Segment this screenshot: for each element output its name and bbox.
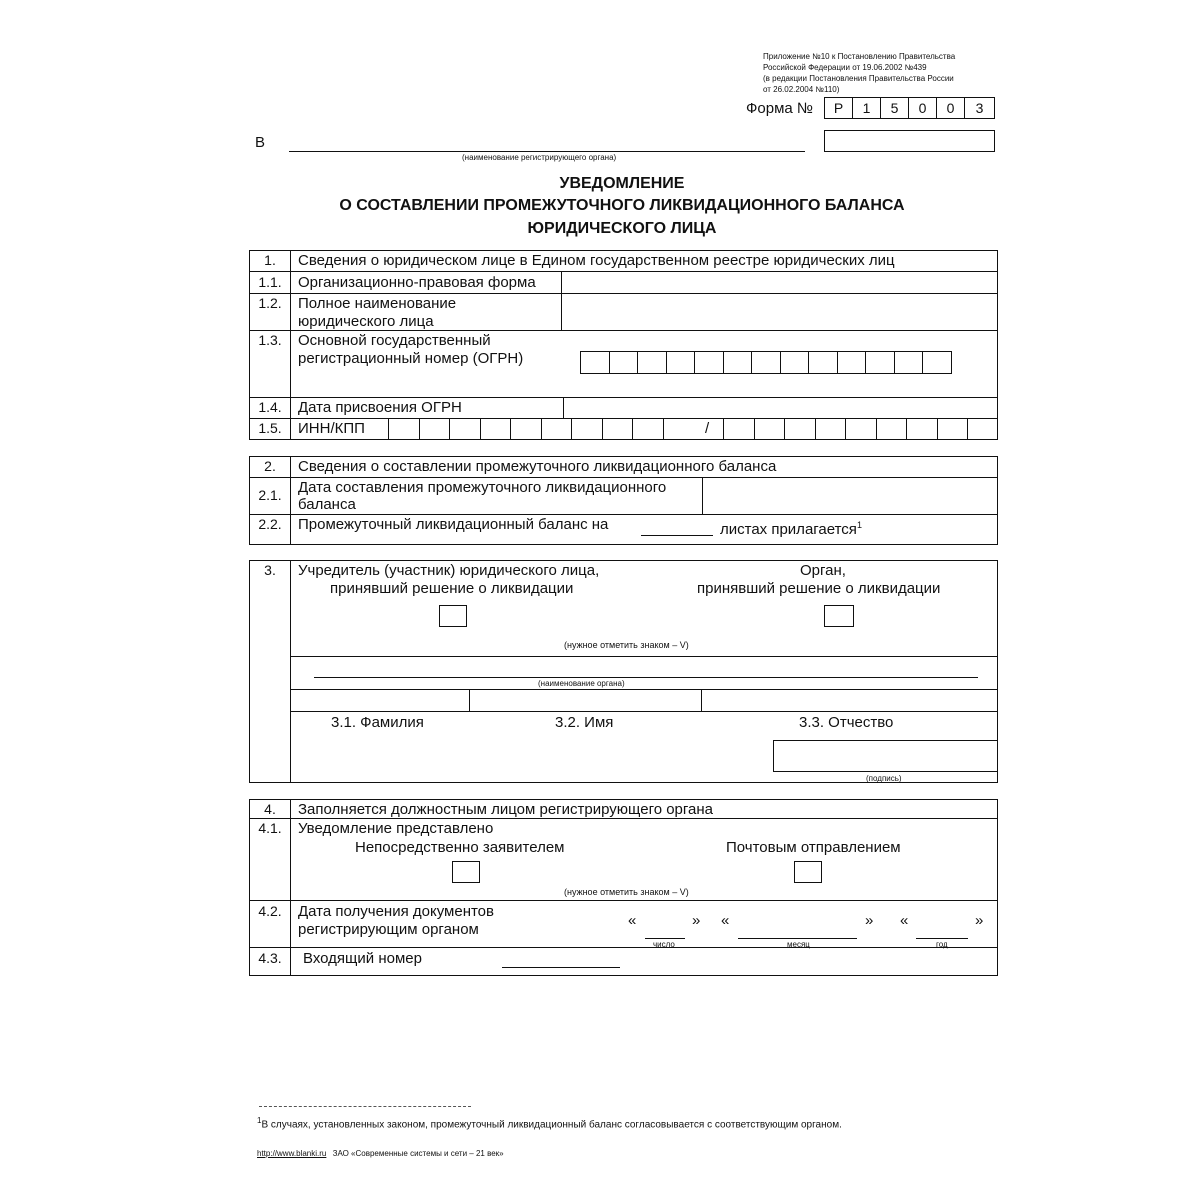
year-caption: год — [936, 940, 948, 949]
document-title-line3: ЮРИДИЧЕСКОГО ЛИЦА — [527, 220, 717, 237]
inn-kpp-cell-divider — [602, 418, 603, 439]
ogrn-digit-cell[interactable] — [723, 351, 753, 374]
section-4-heading: Заполняется должностным лицом регистрирующего органа — [298, 801, 714, 818]
section-1-heading: Сведения о юридическом лице в Едином государственном реестре юридических лиц — [298, 252, 895, 269]
row-1-3-label-a: Основной государственный — [298, 332, 491, 349]
row-divider — [249, 514, 998, 515]
row-1-4-label: Дата присвоения ОГРН — [298, 399, 462, 416]
day-quote-open: « — [628, 912, 637, 929]
form-code-cell: 1 — [852, 97, 881, 119]
balance-date-input[interactable] — [703, 478, 997, 514]
ogrn-digit-cell[interactable] — [865, 351, 895, 374]
footnote-ref: 1 — [856, 520, 862, 530]
option-post-label: Почтовым отправлением — [726, 839, 901, 856]
row-divider — [249, 947, 998, 948]
ogrn-date-input[interactable] — [564, 398, 997, 418]
row-2-2-label-a: Промежуточный ликвидационный баланс на — [298, 516, 609, 533]
inn-kpp-cell-divider — [571, 418, 572, 439]
sheets-count-input[interactable] — [641, 535, 713, 536]
signature-box[interactable] — [773, 740, 998, 772]
footnote-separator — [259, 1106, 471, 1107]
founder-checkbox[interactable] — [439, 605, 467, 627]
form-code-cell: Р — [824, 97, 853, 119]
num-column-divider — [290, 456, 291, 545]
row-4-1-label: Уведомление представлено — [298, 820, 494, 837]
inn-kpp-cell-divider — [754, 418, 755, 439]
ogrn-digit-cell[interactable] — [580, 351, 610, 374]
inn-kpp-cell-divider — [632, 418, 633, 439]
appendix-line: (в редакции Постановления Правительства России — [763, 74, 954, 83]
ogrn-digit-cell[interactable] — [780, 351, 810, 374]
inn-kpp-cell-divider — [937, 418, 938, 439]
section-2-number: 2. — [264, 458, 276, 474]
row-1-3-number: 1.3. — [258, 332, 282, 348]
legal-form-input[interactable] — [562, 272, 997, 293]
row-1-1-label: Организационно-правовая форма — [298, 274, 536, 291]
inn-kpp-cell-divider — [784, 418, 785, 439]
inn-kpp-cell-divider — [906, 418, 907, 439]
option-direct-label: Непосредственно заявителем — [355, 839, 565, 856]
ogrn-digit-cell[interactable] — [837, 351, 867, 374]
inn-kpp-cell-divider — [388, 418, 389, 439]
inn-kpp-cell-divider — [663, 418, 664, 439]
month-quote-open: « — [721, 912, 730, 929]
direct-checkbox[interactable] — [452, 861, 480, 883]
appendix-note — [763, 51, 955, 95]
row-4-2-label-b: регистрирующим органом — [298, 921, 479, 938]
num-column-divider — [290, 560, 291, 783]
footnote-text: В случаях, установленных законом, промежуточный ликвидационный баланс согласовывается с соответствующим органом. — [261, 1119, 842, 1131]
footnote — [257, 1114, 842, 1132]
num-column-divider — [290, 799, 291, 976]
footer-credits — [257, 1149, 504, 1159]
organ-name-input-line[interactable] — [314, 677, 978, 678]
founder-label-a: Учредитель (участник) юридического лица, — [298, 562, 600, 579]
year-quote-open: « — [900, 912, 909, 929]
row-4-1-number: 4.1. — [258, 820, 282, 836]
row-1-2-label-a: Полное наименование — [298, 295, 457, 312]
full-name-input[interactable] — [562, 294, 997, 330]
organ-checkbox[interactable] — [824, 605, 854, 627]
signature-caption: (подпись) — [866, 774, 902, 783]
inn-kpp-cell-divider — [510, 418, 511, 439]
inn-kpp-cell-divider — [541, 418, 542, 439]
appendix-line: Российской Федерации от 19.06.2002 №439 — [763, 63, 927, 72]
name-label: 3.2. Имя — [555, 714, 614, 731]
form-code-cell: 5 — [880, 97, 909, 119]
row-1-2-number: 1.2. — [258, 295, 282, 311]
ogrn-digit-cell[interactable] — [609, 351, 639, 374]
inn-kpp-slash: / — [705, 420, 710, 437]
month-caption: месяц — [787, 940, 810, 949]
name-input[interactable] — [470, 690, 701, 711]
row-4-3-label: Входящий номер — [303, 950, 422, 967]
num-column-divider — [290, 250, 291, 440]
section-2-heading: Сведения о составлении промежуточного ликвидационного баланса — [298, 458, 777, 475]
organ-label-b: принявший решение о ликвидации — [697, 580, 941, 597]
day-input-line[interactable] — [645, 938, 685, 939]
appendix-line: от 26.02.2004 №110) — [763, 85, 840, 94]
inn-kpp-cell-divider — [876, 418, 877, 439]
document-title-line2: О СОСТАВЛЕНИИ ПРОМЕЖУТОЧНОГО ЛИКВИДАЦИОННОГО БАЛАНСА — [339, 197, 905, 214]
row-4-2-label-a: Дата получения документов — [298, 903, 494, 920]
ogrn-digit-cell[interactable] — [894, 351, 924, 374]
inn-kpp-cell-divider — [967, 418, 968, 439]
row-4-2-number: 4.2. — [258, 903, 282, 919]
incoming-number-input[interactable] — [502, 967, 620, 968]
row-2-2-number: 2.2. — [258, 516, 282, 532]
form-code-cell: 3 — [964, 97, 995, 119]
row-divider — [249, 900, 998, 901]
section-4-number: 4. — [264, 801, 276, 817]
row-4-3-number: 4.3. — [258, 950, 282, 966]
month-quote-close: » — [865, 912, 874, 929]
organ-name-caption: (наименование органа) — [538, 679, 625, 688]
form-code-cell: 0 — [908, 97, 937, 119]
row-1-3-label-b: регистрационный номер (ОГРН) — [298, 350, 524, 367]
inn-kpp-cell-divider — [845, 418, 846, 439]
authority-code-box[interactable] — [824, 130, 995, 152]
authority-input-line[interactable] — [289, 151, 805, 152]
inn-kpp-cell-divider — [480, 418, 481, 439]
row-1-5-number: 1.5. — [258, 420, 282, 436]
row-2-2-label-b — [720, 516, 862, 539]
row-2-1-label-b: баланса — [298, 496, 356, 513]
row-1-5-label: ИНН/КПП — [298, 420, 365, 437]
ogrn-digit-cell[interactable] — [751, 351, 781, 374]
row-2-1-number: 2.1. — [258, 487, 282, 503]
row-divider — [249, 418, 998, 419]
row-1-1-number: 1.1. — [258, 274, 282, 290]
month-input-line[interactable] — [738, 938, 857, 939]
form-code-cell: 0 — [936, 97, 965, 119]
document-title-line1: УВЕДОМЛЕНИЕ — [559, 175, 685, 192]
mark-hint: (нужное отметить знаком – V) — [564, 887, 689, 897]
inn-kpp-cell-divider — [815, 418, 816, 439]
row-divider — [290, 711, 998, 712]
post-checkbox[interactable] — [794, 861, 822, 883]
founder-label-b: принявший решение о ликвидации — [330, 580, 574, 597]
row-divider — [290, 656, 998, 657]
footnote-mark: 1 — [257, 1116, 262, 1125]
surname-input[interactable] — [291, 690, 469, 711]
day-caption: число — [653, 940, 675, 949]
to-label: В — [255, 134, 266, 151]
inn-kpp-cell-divider — [723, 418, 724, 439]
source-link[interactable]: http://www.blanki.ru — [257, 1149, 327, 1158]
attached-text: листах прилагается — [720, 521, 857, 538]
authority-caption: (наименование регистрирующего органа) — [462, 153, 617, 162]
section-3-number: 3. — [264, 562, 276, 578]
year-input-line[interactable] — [916, 938, 968, 939]
patronymic-label: 3.3. Отчество — [799, 714, 894, 731]
year-quote-close: » — [975, 912, 984, 929]
ogrn-digit-cell[interactable] — [694, 351, 724, 374]
appendix-line: Приложение №10 к Постановлению Правительства — [763, 52, 956, 61]
day-quote-close: » — [692, 912, 701, 929]
form-number-label: Форма № — [746, 100, 814, 117]
ogrn-digit-cell[interactable] — [666, 351, 696, 374]
row-1-2-label-b: юридического лица — [298, 313, 434, 330]
ogrn-digit-cell[interactable] — [922, 351, 952, 374]
mark-hint: (нужное отметить знаком – V) — [564, 640, 689, 650]
surname-label: 3.1. Фамилия — [331, 714, 424, 731]
patronymic-input[interactable] — [702, 690, 997, 711]
inn-kpp-cell-divider — [419, 418, 420, 439]
row-1-4-number: 1.4. — [258, 399, 282, 415]
ogrn-digit-cell[interactable] — [637, 351, 667, 374]
inn-kpp-cell-divider — [449, 418, 450, 439]
section-1-number: 1. — [264, 252, 276, 268]
company-name: ЗАО «Современные системы и сети – 21 век» — [332, 1149, 504, 1158]
organ-label-a: Орган, — [800, 562, 846, 579]
row-2-1-label-a: Дата составления промежуточного ликвидационного — [298, 479, 667, 496]
ogrn-digit-cell[interactable] — [808, 351, 838, 374]
